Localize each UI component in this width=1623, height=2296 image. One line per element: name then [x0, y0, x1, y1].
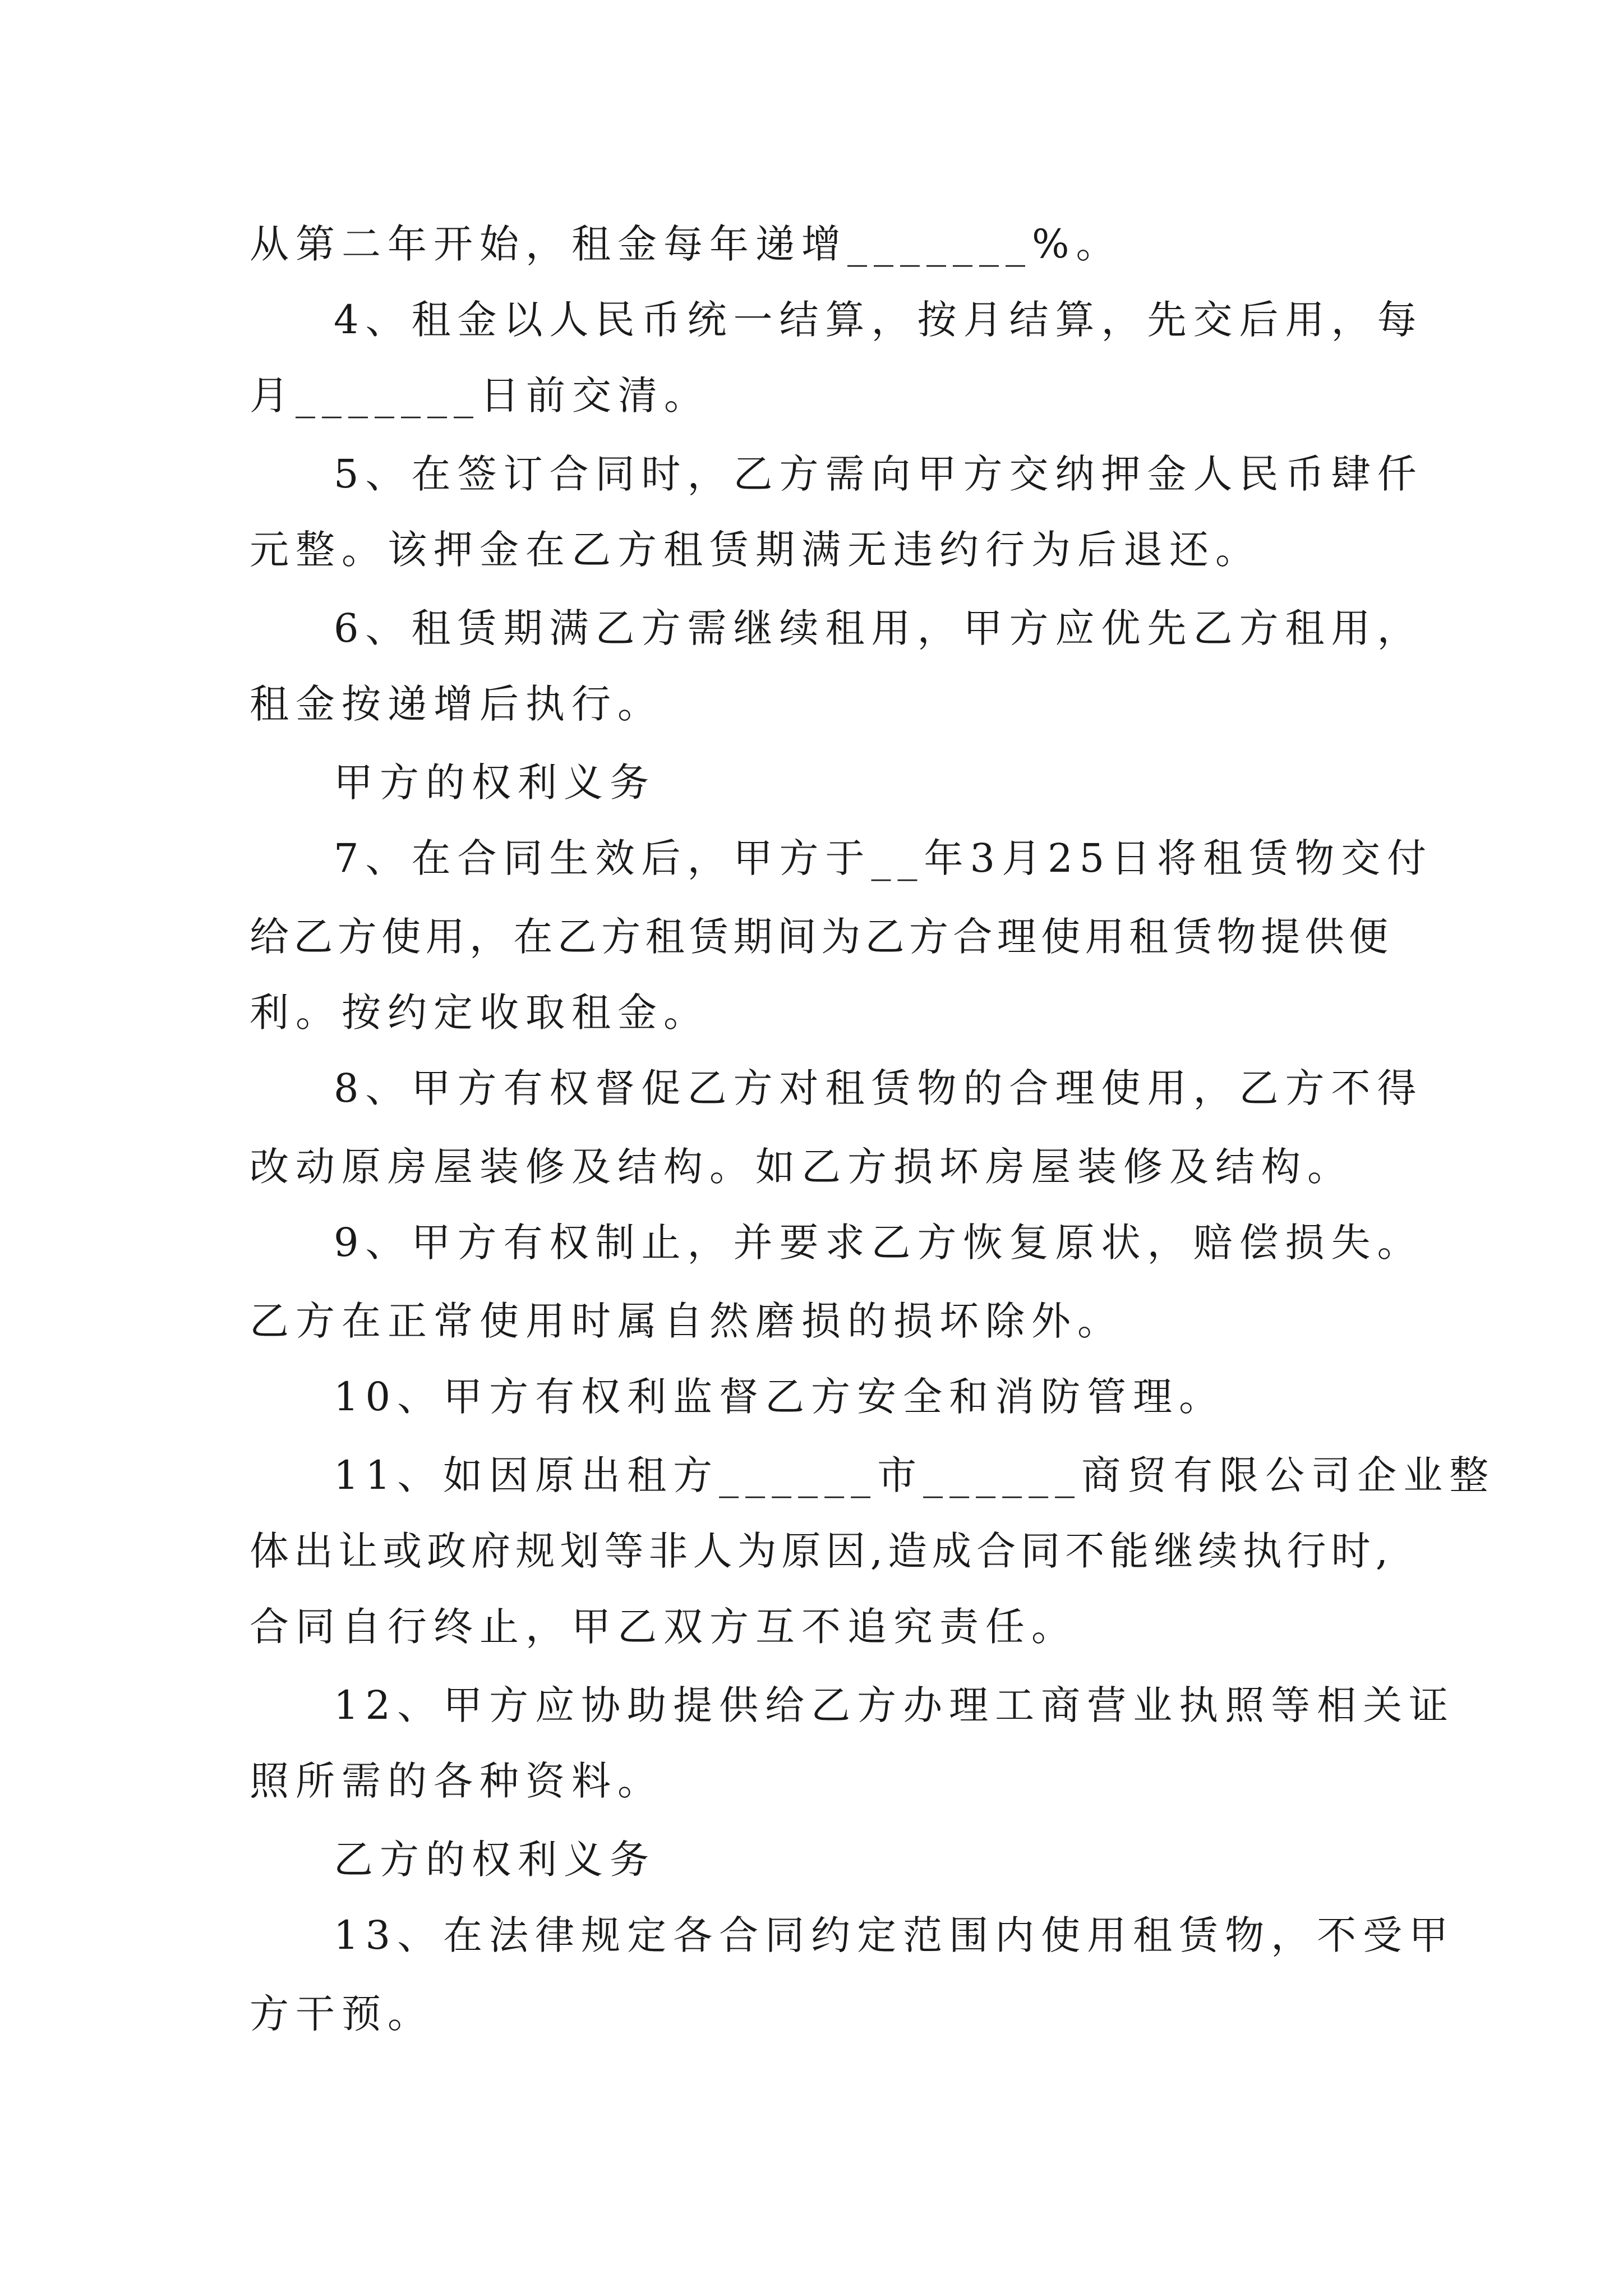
text-line-23: 13、在法律规定各合同约定范围内使用租赁物，不受甲	[334, 1912, 1455, 1958]
text-line-12: 8、甲方有权督促乙方对租赁物的合理使用，乙方不得	[334, 1065, 1423, 1111]
text-line-13: 改动原房屋装修及结构。如乙方损坏房屋装修及结构。	[250, 1144, 1353, 1190]
text-line-11: 利。按约定收取租金。	[250, 990, 709, 1036]
text-line-7: 租金按递增后执行。	[250, 681, 663, 727]
text-line-20: 12、甲方应协助提供给乙方办理工商营业执照等相关证	[334, 1682, 1455, 1728]
text-line-4: 5、在签订合同时，乙方需向甲方交纳押金人民币肆仟	[334, 451, 1423, 497]
text-line-19: 合同自行终止，甲乙双方互不追究责任。	[250, 1604, 1077, 1650]
text-line-17: 11、如因原出租方______市______商贸有限公司企业整	[334, 1452, 1496, 1498]
text-line-16: 10、甲方有权利监督乙方安全和消防管理。	[334, 1374, 1225, 1420]
text-line-24: 方干预。	[250, 1991, 434, 2037]
text-line-2: 4、租金以人民币统一结算，按月结算，先交后用，每	[334, 297, 1423, 343]
text-line-15: 乙方在正常使用时属自然磨损的损坏除外。	[250, 1298, 1123, 1344]
text-line-1: 从第二年开始，租金每年递增_______%。	[250, 221, 1122, 267]
text-line-9: 7、在合同生效后，甲方于__年3月25日将租赁物交付	[334, 835, 1433, 881]
text-line-3: 月_______日前交清。	[250, 372, 710, 418]
text-line-10: 给乙方使用，在乙方租赁期间为乙方合理使用租赁物提供便	[250, 914, 1388, 960]
text-line-5: 元整。该押金在乙方租赁期满无违约行为后退还。	[250, 527, 1261, 573]
text-line-6: 6、租赁期满乙方需继续租用，甲方应优先乙方租用，	[334, 605, 1423, 651]
section-heading-party-a: 甲方的权利义务	[334, 760, 656, 806]
section-heading-party-b: 乙方的权利义务	[334, 1837, 656, 1883]
text-line-14: 9、甲方有权制止，并要求乙方恢复原状，赔偿损失。	[334, 1220, 1423, 1266]
text-line-18: 体出让或政府规划等非人为原因,造成合同不能继续执行时,	[250, 1528, 1388, 1574]
text-line-21: 照所需的各种资料。	[250, 1758, 663, 1804]
